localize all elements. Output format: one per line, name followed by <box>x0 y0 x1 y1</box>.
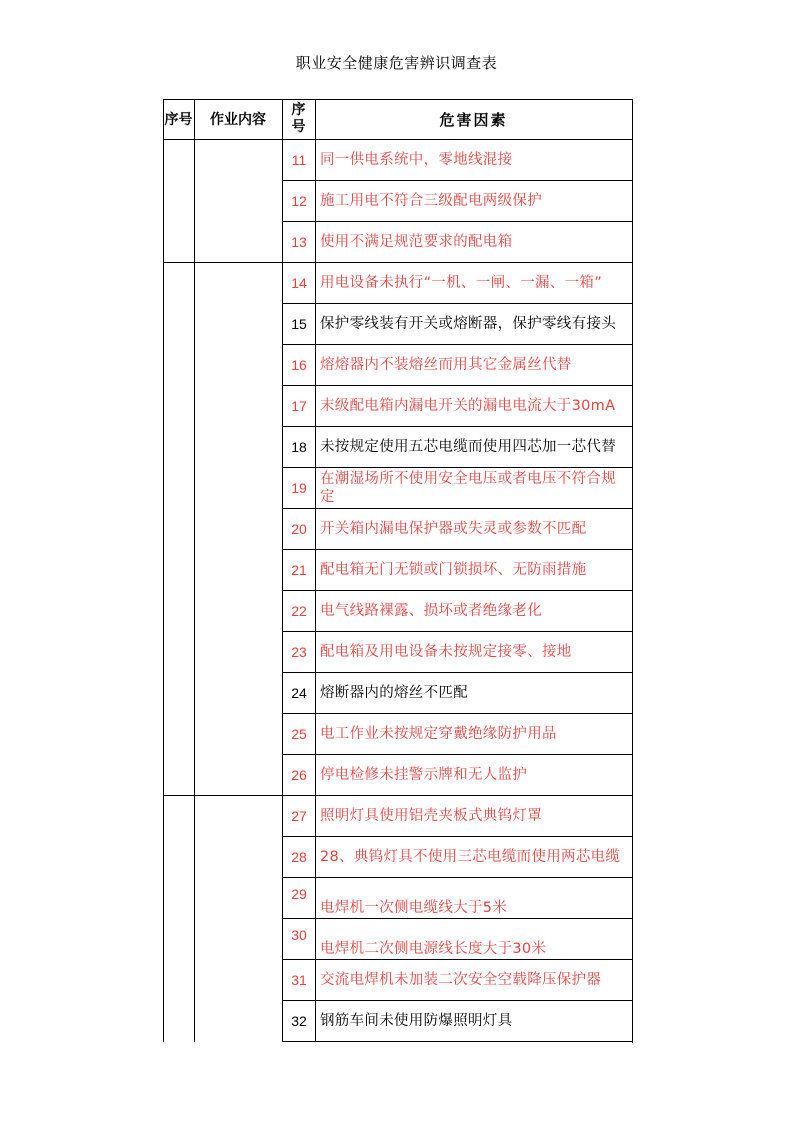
row-number: 19 <box>291 480 307 496</box>
table-border-left <box>163 99 164 1042</box>
header-work-content: 作业内容 <box>210 112 266 128</box>
hazard-description: 末级配电箱内漏电开关的漏电电流大于30mA <box>320 398 616 414</box>
row-number: 21 <box>291 562 307 578</box>
row-number: 32 <box>291 1013 307 1029</box>
row-number: 23 <box>291 644 307 660</box>
row-number: 25 <box>291 726 307 742</box>
row-number: 15 <box>291 316 307 332</box>
row-number: 27 <box>291 808 307 824</box>
col-divider-seq <box>194 139 195 1042</box>
row-number: 31 <box>291 972 307 988</box>
hazard-description: 熔断器内的熔丝不匹配 <box>320 685 468 701</box>
row-number: 13 <box>291 234 307 250</box>
row-number: 18 <box>291 439 307 455</box>
row-number: 16 <box>291 357 307 373</box>
table-border-right <box>632 99 633 1043</box>
hazard-description: 电工作业未按规定穿戴绝缘防护用品 <box>320 726 557 742</box>
hazard-description: 电焊机二次侧电源线长度大于30米 <box>320 941 547 957</box>
row-number: 11 <box>291 152 307 168</box>
header-item-no: 序号 <box>291 102 306 135</box>
row-number: 26 <box>291 767 307 783</box>
document-title: 职业安全健康危害辨识调查表 <box>295 54 498 72</box>
header-seq: 序号 <box>164 112 193 128</box>
row-number: 14 <box>291 275 307 291</box>
hazard-description: 停电检修未挂警示牌和无人监护 <box>320 767 528 783</box>
hazard-description: 开关箱内漏电保护器或失灵或参数不匹配 <box>320 521 587 537</box>
row-number: 29 <box>291 886 307 902</box>
row-number: 24 <box>291 685 307 701</box>
hazard-description: 钢筋车间未使用防爆照明灯具 <box>320 1013 513 1029</box>
hazard-description: 在潮湿场所不使用安全电压或者电压不符合规定 <box>320 471 616 505</box>
row-number: 12 <box>291 193 307 209</box>
hazard-description: 电焊机一次侧电缆线大于5米 <box>320 900 508 916</box>
row-number: 20 <box>291 521 307 537</box>
header-hazard-factor: 危害因素 <box>439 110 508 129</box>
hazard-description: 配电箱及用电设备未按规定接零、接地 <box>320 644 572 660</box>
row-number: 22 <box>291 603 307 619</box>
row-number: 30 <box>291 927 307 943</box>
hazard-description: 28、典钨灯具不使用三芯电缆而使用两芯电缆 <box>320 849 621 865</box>
hazard-description: 配电箱无门无锁或门锁损坏、无防雨措施 <box>320 562 587 578</box>
hazard-description: 未按规定使用五芯电缆而使用四芯加一芯代替 <box>320 439 616 455</box>
table-border-bottom <box>282 1041 633 1042</box>
row-number: 28 <box>291 849 307 865</box>
hazard-description: 交流电焊机未加装二次安全空载降压保护器 <box>320 972 602 988</box>
hazard-description: 使用不满足规范要求的配电箱 <box>320 234 513 250</box>
hazard-description: 用电设备未执行“一机、一闸、一漏、一箱” <box>320 275 603 291</box>
hazard-description: 保护零线装有开关或熔断器，保护零线有接头 <box>320 316 616 332</box>
hazard-description: 电气线路裸露、损坏或者绝缘老化 <box>320 603 542 619</box>
hazard-description: 照明灯具使用铝壳夹板式典钨灯罩 <box>320 808 542 824</box>
row-number: 17 <box>291 398 307 414</box>
hazard-description: 同一供电系统中，零地线混接 <box>320 152 513 168</box>
hazard-description: 熔熔器内不装熔丝而用其它金属丝代替 <box>320 357 572 373</box>
hazard-description: 施工用电不符合三级配电两级保护 <box>320 193 542 209</box>
